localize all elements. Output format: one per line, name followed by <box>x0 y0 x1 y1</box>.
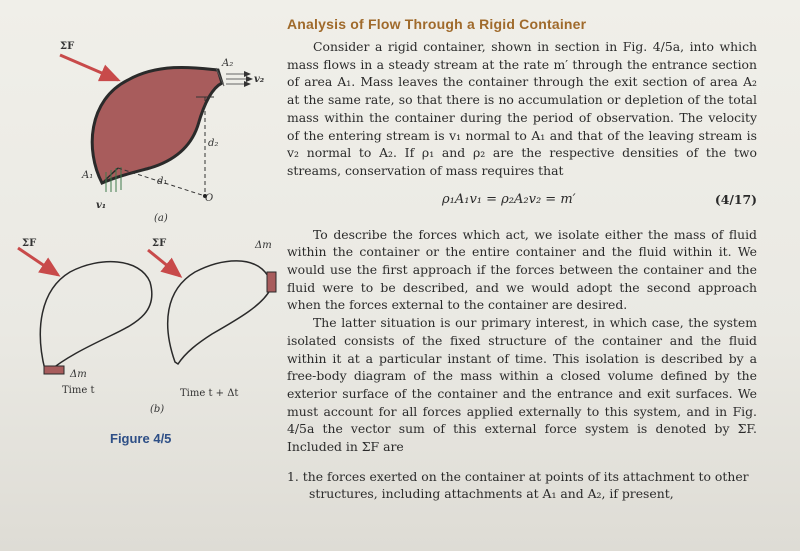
force-label-b-right: ΣF <box>152 238 167 249</box>
moment-arm-d2-label: d₂ <box>208 138 219 149</box>
force-arrow-a <box>60 55 118 80</box>
mass-label-right: Δm <box>255 240 272 251</box>
equation-4-17 <box>287 188 757 216</box>
container-b-left <box>40 262 152 372</box>
point-o-label: O <box>205 193 214 204</box>
entrance-velocity-label: v₁ <box>96 200 107 211</box>
force-arrow-b-right <box>148 250 180 276</box>
force-label-a: ΣF <box>60 41 75 52</box>
mass-element-right <box>267 272 276 292</box>
mass-label-left: Δm <box>70 369 87 380</box>
force-label-b-left: ΣF <box>22 238 37 249</box>
time-label-right: Time t + Δt <box>180 388 239 399</box>
container-a <box>92 67 222 183</box>
exit-velocity-label: v₂ <box>254 74 265 85</box>
equation-body: ρ₁A₁v₁ = ρ₂A₂v₂ = m′ <box>442 191 576 207</box>
subfigure-b-caption: (b) <box>150 404 165 415</box>
moment-arm-d1-label: d₁ <box>157 176 168 187</box>
figure-caption: Figure 4/5 <box>110 431 172 446</box>
paragraph-1: Consider a rigid container, shown in section in Fig. 4/5a, into which mass flows in a steady stream at the rate m′ through the entrance section of area A₁. Mass leaves the container through the exit section of area A₂ at the same rate, so that there is no accumulation or depletion of the total mass within the container during the period of observation. The velocity of the entering stream is v₁ normal to A₁ and that of the leaving stream is v₂ normal to A₂. If ρ₁ and ρ₂ are the respective densities of the two streams, conservation of mass requires that <box>287 39 757 178</box>
force-arrow-b-left <box>18 248 58 275</box>
paragraph-3: The latter situation is our primary interest, in which case, the system isolated consists of the fixed structure of the container and the fluid within it at a particular instant of time. This isolation is described by a free-body diagram of the mass within a closed volume defined by the exterior surface of the container and the entrance and exit surfaces. We must account for all forces applied externally to this system, and in Fig. 4/5a the vector sum of this external force system is denoted by ΣF. Included in ΣF are <box>287 315 757 455</box>
figure-4-5-drawing <box>0 0 285 551</box>
entrance-area-label: A₁ <box>82 170 94 181</box>
time-label-left: Time t <box>62 385 95 396</box>
figure-panel <box>0 0 285 551</box>
subfigure-a-caption: (a) <box>154 213 168 224</box>
equation-number: (4/17) <box>714 191 757 207</box>
exit-area-label: A₂ <box>222 58 234 69</box>
mass-element-left <box>44 366 64 374</box>
list-item-1: 1. the forces exerted on the container at points of its attachment to other structures, including attachments at A₁ and A₂, if present, <box>287 468 749 502</box>
text-column <box>287 16 757 516</box>
section-heading: Analysis of Flow Through a Rigid Container <box>287 16 587 32</box>
paragraph-2: To describe the forces which act, we isolate either the mass of fluid within the container or the entire container and the fluid within it. We would use the first approach if the forces between the container and the fluid were to be described, and we would adopt the second approach when the forces external to the container are desired. <box>287 226 757 313</box>
container-b-right <box>168 261 270 364</box>
